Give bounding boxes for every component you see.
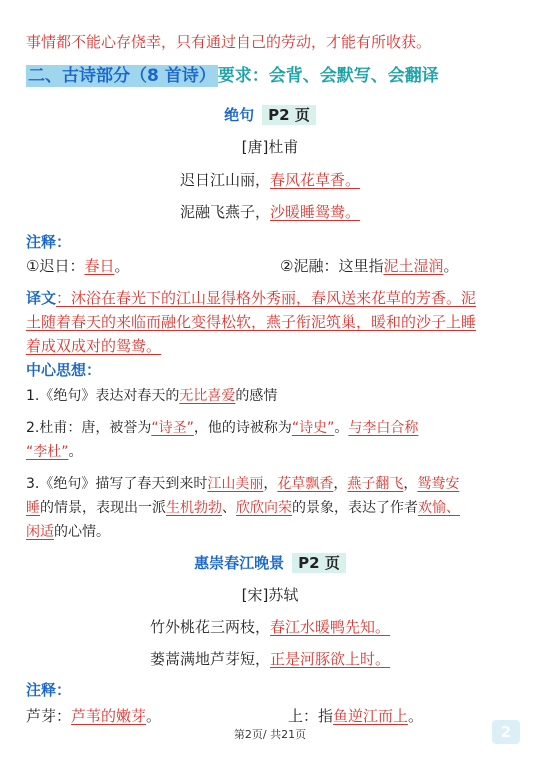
poem1-idea-label: 中心思想： (26, 361, 102, 379)
poem2-line2 (0, 649, 540, 669)
idea2-h: 。 (68, 444, 83, 460)
poem2-line1-a: 竹外桃花三两枝， (149, 618, 270, 636)
poem1-line1-a: 迟日江山丽， (179, 171, 270, 189)
poem2-note2 (288, 706, 522, 726)
poem2-line1-b: 春江水暖鸭先知。 (270, 618, 391, 636)
idea3-l: 、 (222, 500, 236, 516)
idea2-a: 2.杜甫：唐，被誉为 (26, 420, 152, 436)
idea1-a: 1.《绝句》表达对春天的 (26, 388, 180, 404)
poem1-line2-b: 沙暖睡鸳鸯。 (270, 203, 361, 221)
idea3-q: 的心情。 (54, 524, 110, 540)
idea3-h: 鸳鸯安 (417, 476, 460, 492)
idea3-m: 欣欣向荣 (236, 500, 292, 516)
poem1-idea3-cont (26, 498, 522, 518)
poem2-note2-c: 。 (408, 707, 424, 725)
poem2-note1-c: 。 (146, 707, 162, 725)
idea3-k: 生机勃勃 (166, 500, 222, 516)
poem1-line1 (0, 170, 540, 190)
poem1-translation-line3: 着成双成对的鸳鸯。 (26, 337, 162, 355)
idea3-a: 3.《绝句》描写了春天到来时 (26, 476, 208, 492)
poem1-title-row (0, 104, 540, 126)
idea3-p: 闲适 (26, 524, 54, 540)
page-number-badge: 2 (492, 720, 520, 744)
poem1-line2-a: 泥融飞燕子， (179, 203, 270, 221)
section-header (26, 64, 439, 88)
poem1-line2 (0, 202, 540, 222)
poem1-idea2 (26, 418, 522, 438)
idea3-c: ， (263, 476, 278, 492)
poem1-idea3 (26, 474, 522, 494)
poem1-note2-c: 。 (443, 257, 459, 275)
idea2-f: 与李白合称 (348, 420, 419, 436)
idea2-e: 。 (334, 420, 349, 436)
section-title: 二、古诗部分（8 首诗） (28, 66, 216, 86)
poem1-note2-a: ②泥融：这里指 (280, 257, 384, 275)
poem1-translation-text1: ：沐浴在春光下的江山显得格外秀丽，春风送来花草的芳香。泥 (56, 289, 477, 307)
poem1-page: P2 页 (262, 105, 316, 125)
poem1-note2 (280, 256, 522, 276)
idea2-g: “李杜” (26, 444, 69, 460)
poem1-idea3-cont2 (26, 522, 522, 542)
poem1-translation-label: 译文 (26, 289, 57, 307)
poem1-idea2-cont (26, 442, 522, 462)
idea2-b: “诗圣” (151, 420, 194, 436)
idea1-c: 的感情 (235, 388, 278, 404)
poem2-note1-b: 芦苇的嫩芽 (71, 707, 147, 725)
idea2-c: ，他的诗被称为 (193, 420, 292, 436)
poem1-notes-label: 注释： (26, 233, 72, 251)
poem1-translation-line2: 土随着春天的来临而融化变得松软，燕子衔泥筑巢，暖和的沙子上睡 (26, 313, 477, 331)
poem2-line2-b: 正是河豚欲上时。 (270, 650, 391, 668)
poem2-line1 (0, 617, 540, 637)
poem2-note2-a: 上：指 (288, 707, 334, 725)
section-requirement: 要求：会背、会默写、会翻译 (217, 66, 439, 86)
poem2-note1-a: 芦芽： (26, 707, 72, 725)
idea3-i: 睡 (26, 500, 40, 516)
poem1-name: 绝句 (224, 106, 255, 124)
poem1-note1-c: 。 (114, 257, 130, 275)
poem1-note2-b: 泥土湿润 (383, 257, 444, 275)
idea3-g: ， (403, 476, 418, 492)
idea3-o: 欢愉、 (418, 500, 460, 516)
intro-text: 事情都不能心存侥幸，只有通过自己的劳动，才能有所收获。 (26, 33, 432, 51)
idea1-b: 无比喜爱 (179, 388, 236, 404)
idea3-f: 燕子翻飞 (347, 476, 404, 492)
idea3-d: 花草飘香 (277, 476, 334, 492)
idea3-n: 的景象，表达了作者 (292, 500, 418, 516)
page-footer: 第2页/ 共21页 (233, 728, 307, 741)
poem1-translation-line1 (26, 288, 522, 308)
idea3-e: ， (333, 476, 348, 492)
poem1-idea1 (26, 386, 522, 406)
idea3-b: 江山美丽 (207, 476, 264, 492)
idea2-d: “诗史” (291, 420, 335, 436)
poem2-notes-label: 注释： (26, 681, 72, 699)
poem1-line1-b: 春风花草香。 (270, 171, 361, 189)
poem1-note1-b: 春日 (84, 257, 115, 275)
poem1-note1-a: ①迟日： (26, 257, 85, 275)
poem2-title-row (0, 552, 540, 574)
poem1-author: [唐]杜甫 (241, 138, 299, 156)
poem2-line2-a: 蒌蒿满地芦芽短， (149, 650, 270, 668)
poem2-note2-b: 鱼逆江而上 (333, 707, 409, 725)
poem2-page: P2 页 (292, 553, 346, 573)
poem2-name: 惠崇春江晚景 (194, 554, 285, 572)
poem2-author: [宋]苏轼 (241, 586, 299, 604)
idea3-j: 的情景，表现出一派 (40, 500, 166, 516)
